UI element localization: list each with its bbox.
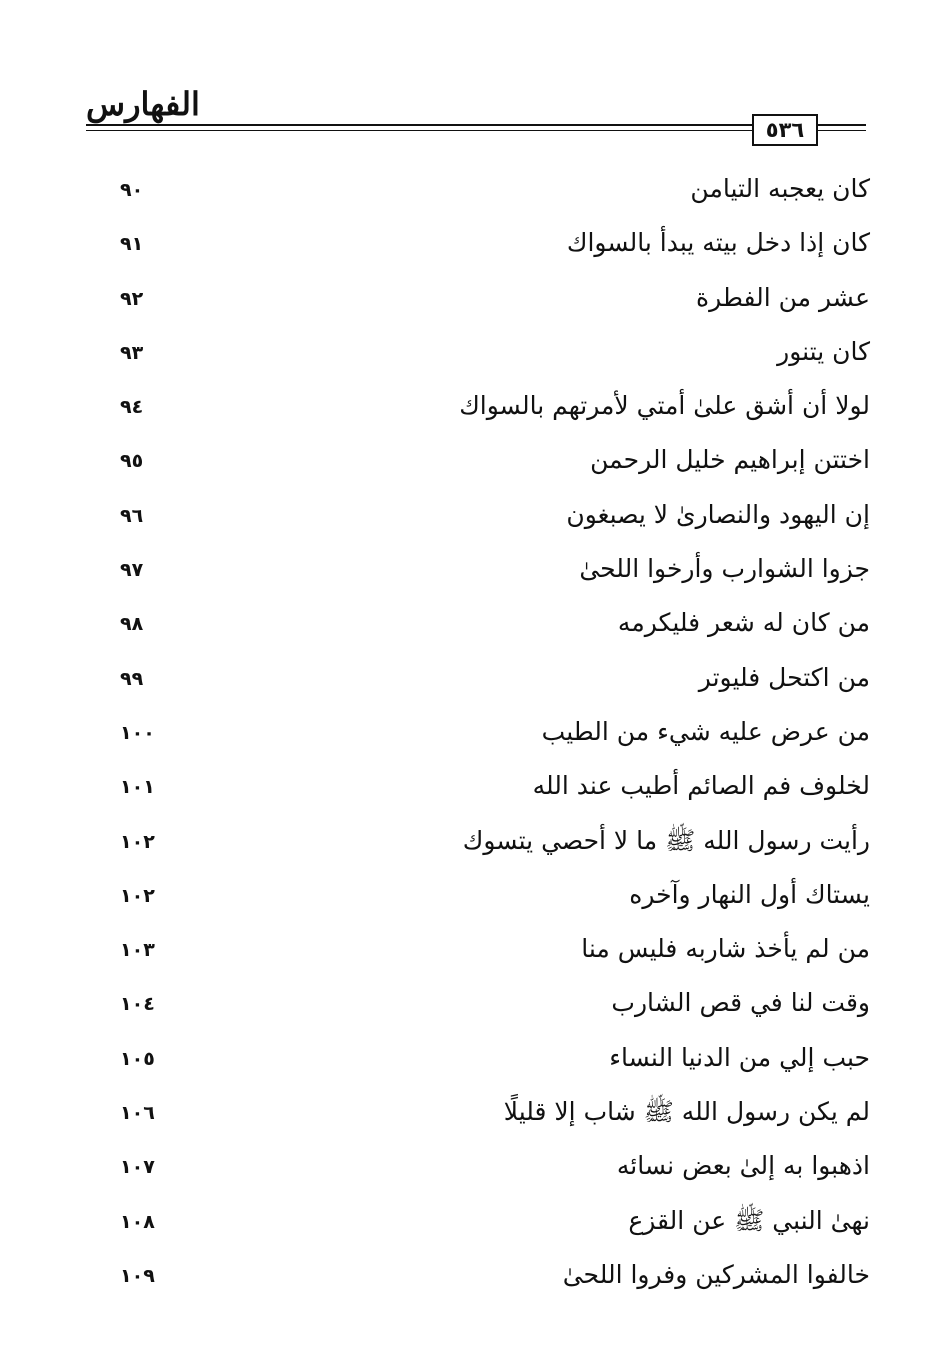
index-entry [0, 436, 942, 490]
entry-page-number: ١٠٩ [120, 1264, 155, 1287]
entry-page-number: ١٠٣ [120, 939, 155, 962]
entry-title: عشر من الفطرة [696, 282, 870, 312]
index-entry [0, 274, 942, 328]
index-entry [0, 762, 942, 816]
entry-page-number: ١٠٤ [120, 993, 155, 1016]
entry-title: إن اليهود والنصارىٰ لا يصبغون [566, 499, 870, 529]
entry-page-number: ٩٠ [120, 179, 144, 201]
entry-page-number: ١٠٧ [120, 1156, 155, 1179]
entry-title: من اكتحل فليوتر [698, 662, 870, 692]
entry-page-number: ١٠٨ [120, 1210, 155, 1233]
entry-page-number: ٩٧ [120, 559, 144, 582]
entry-title: كان إذا دخل بيته يبدأ بالسواك [566, 228, 870, 258]
entry-title: حبب إلي من الدنيا النساء [609, 1042, 870, 1072]
entry-title: نهىٰ النبي ﷺ عن القزع [628, 1205, 870, 1235]
entry-page-number: ٩١ [120, 233, 144, 256]
index-entry [0, 491, 942, 545]
entry-title: جزوا الشوارب وأرخوا اللحىٰ [579, 554, 870, 584]
header-rule-thick [86, 124, 866, 126]
entry-page-number: ١٠١ [120, 776, 155, 799]
entry-page-number: ٩٤ [120, 396, 144, 419]
entry-page-number: ٩٦ [120, 504, 144, 527]
entry-page-number: ١٠٠ [120, 721, 155, 744]
index-entry [0, 165, 942, 219]
entry-page-number: ٩٥ [120, 450, 144, 473]
index-entry [0, 871, 942, 925]
entry-title: كان يتنور [777, 336, 870, 366]
entry-page-number: ٩٣ [120, 341, 144, 364]
index-entry [0, 925, 942, 979]
entry-title: كان يعجبه التيامن [690, 174, 870, 203]
index-entry [0, 382, 942, 436]
entry-title: خالفوا المشركين وفروا اللحىٰ [562, 1259, 870, 1289]
entry-title: لولا أن أشق علىٰ أمتي لأمرتهم بالسواك [459, 391, 870, 421]
index-entry [0, 1251, 942, 1305]
index-entry [0, 1088, 942, 1142]
index-entry [0, 979, 942, 1033]
entry-title: من كان له شعر فليكرمه [617, 608, 870, 638]
entry-title: اختتن إبراهيم خليل الرحمن [590, 445, 870, 475]
entry-title: لخلوف فم الصائم أطيب عند الله [532, 771, 870, 801]
header-rule-thin [86, 130, 866, 131]
entry-title: اذهبوا به إلىٰ بعض نسائه [616, 1151, 870, 1181]
entry-title: من لم يأخذ شاربه فليس منا [581, 934, 870, 964]
entry-page-number: ٩٨ [120, 613, 144, 636]
entry-title: لم يكن رسول الله ﷺ شاب إلا قليلًا [503, 1097, 870, 1127]
entry-page-number: ١٠٦ [120, 1102, 155, 1125]
entry-page-number: ١٠٥ [120, 1047, 155, 1070]
index-entry [0, 708, 942, 762]
index-entry [0, 328, 942, 382]
section-title: الفهارس [86, 85, 200, 123]
entry-title: وقت لنا في قص الشارب [611, 988, 870, 1018]
entry-page-number: ٩٩ [120, 667, 144, 690]
index-entry [0, 1034, 942, 1088]
entry-page-number: ١٠٢ [120, 830, 155, 853]
page-header [0, 0, 942, 160]
index-entry [0, 219, 942, 273]
index-entry [0, 817, 942, 871]
index-entry [0, 599, 942, 653]
index-entry [0, 654, 942, 708]
index-entry [0, 1197, 942, 1251]
entry-title: رأيت رسول الله ﷺ ما لا أحصي يتسوك [462, 825, 870, 855]
entry-title: يستاك أول النهار وآخره [629, 879, 870, 909]
entry-title: من عرض عليه شيء من الطيب [541, 716, 870, 746]
index-entry [0, 1142, 942, 1196]
index-entries [0, 165, 942, 1305]
index-entry [0, 545, 942, 599]
entry-page-number: ١٠٢ [120, 884, 155, 907]
page-number: ٥٣٦ [752, 114, 818, 146]
entry-page-number: ٩٢ [120, 287, 144, 310]
